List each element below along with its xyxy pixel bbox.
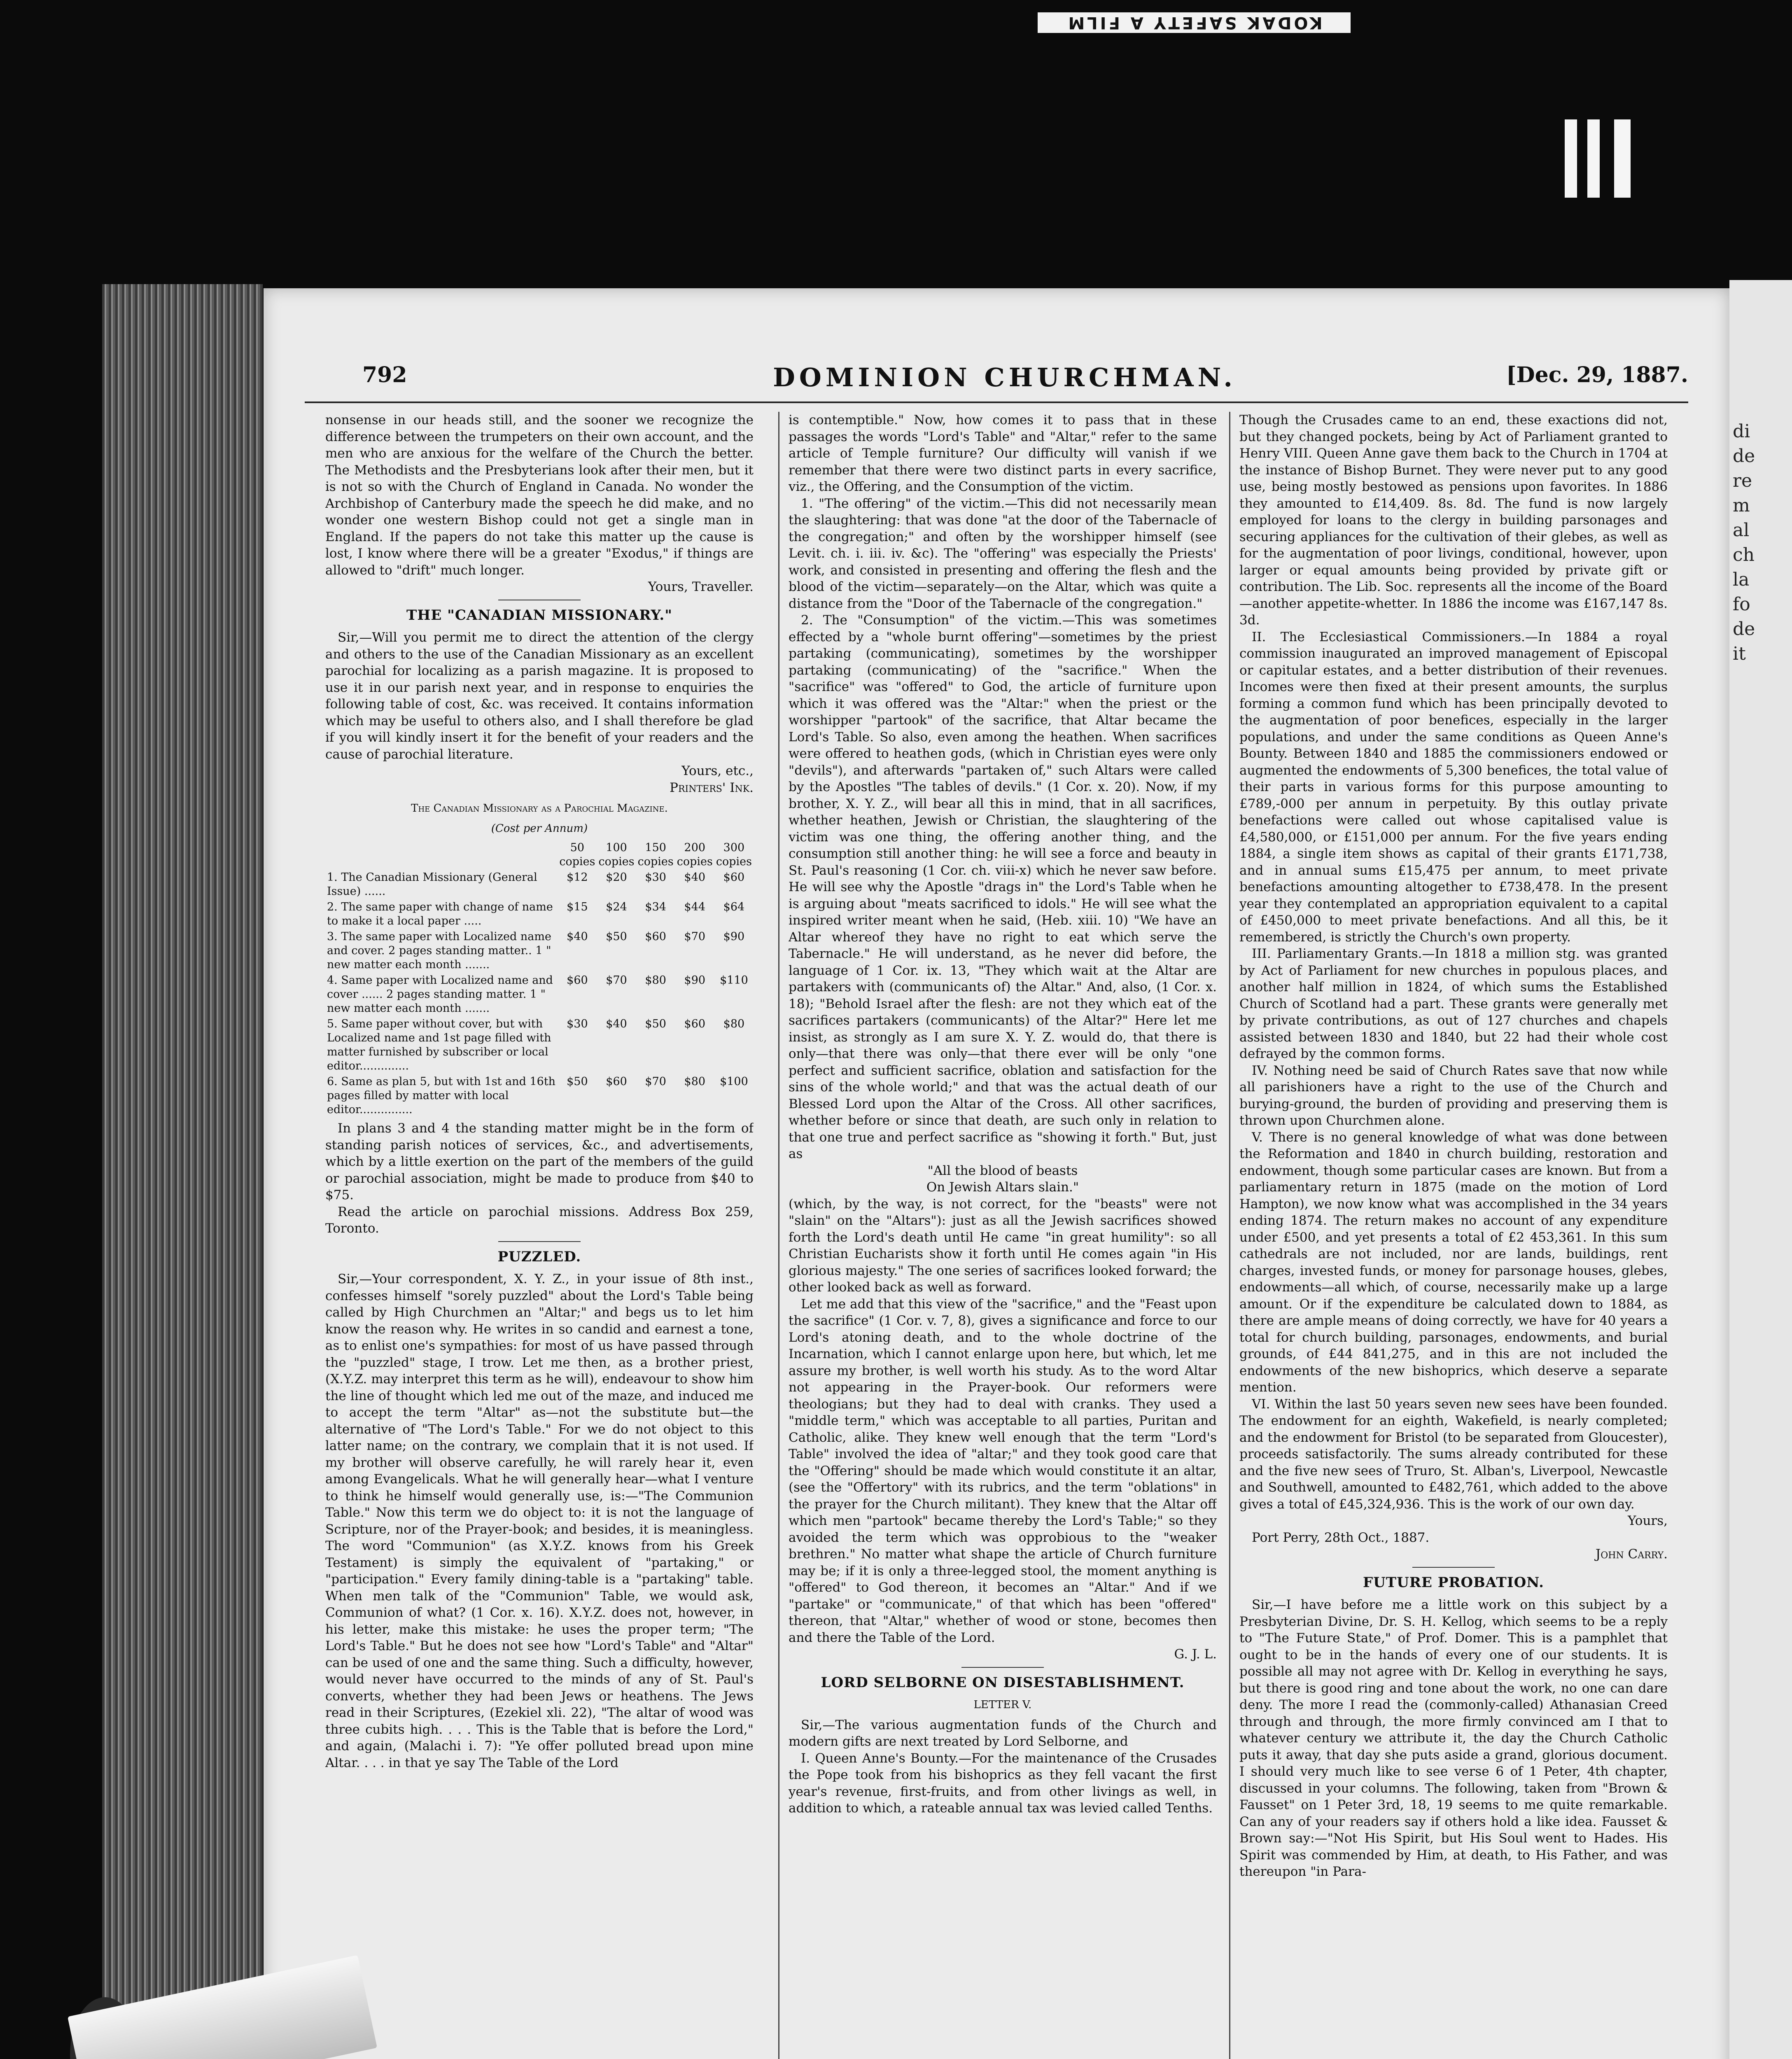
table-cell: $15: [567, 901, 588, 913]
adjacent-fragment: de: [1733, 446, 1755, 467]
paragraph: III. Parliamentary Grants.—In 1818 a million stg. was granted by Act of Parliament for new churches in populous places, and another half million in 1824, of which sums the Established Church of Scotland had a part. These grants were generally met by private contributions, as out of 127 churches and chapels assisted between 1830 and 1840, but 22 had their whole cost defrayed by the common forms.: [1239, 946, 1668, 1061]
adjacent-fragment: it: [1733, 643, 1746, 664]
adjacent-fragment: di: [1733, 421, 1750, 442]
adjacent-fragment: ch: [1733, 544, 1755, 565]
paragraph: Though the Crusades came to an end, these exactions did not, but they changed pockets, being by Act of Parliament granted to Henry VIII. Queen Anne gave them back to the Church in 1704 at the instance of Bishop Burnet. They were never put to any good use, being mostly bestowed as pensions upon favorites. In 1886 they amounted to £14,409. 8s. 8d. The fund is now largely employed for loans to the clergy in building parsonages and securing appliances for the cultivation of their glebes, as well as for the augmentation of poor livings, conditional, however, upon larger or equal amounts being provided by private gift or contribution. The Lib. Soc. represents all the income of the Board—another appetite-whetter. In 1886 the income was £167,147 8s. 3d.: [1239, 413, 1668, 628]
sprocket-bar-2: [1587, 119, 1600, 198]
table-cell: $40: [567, 930, 588, 943]
paragraph: II. The Ecclesiastical Commissioners.—In 1884 a royal commission inaugurated an improved management of Episcopal or capitular estates, and a better distribution of their revenues. Incomes were then fixed at their present amounts, the surplus forming a common fund which has been principally devoted to the augmentation of poor benefices, especially in the larger populations, and under the same conditions as Queen Anne's Bounty. Between 1840 and 1885 the commissioners endowed or augmented the endowments of 5,300 benefices, the total value of their parts in various forms for this purpose amounting to £789,-000 per annum in perpetuity. By this outlay private benefactions were called out whose capitalised value is £4,580,000, or £151,000 per annum. For the five years ending 1884, a single item shows as capital of their grants £171,738, and in annual sums £15,475 per annum, to meet private benefactions amounting altogether to £738,478. In the present year they contemplated an appropriation equivalent to a capital of £450,000 to meet private benefactions. And all this, be it remembered, is strictly the Church's own property.: [1239, 629, 1668, 945]
verse-line: On Jewish Altars slain.": [926, 1180, 1079, 1195]
adjacent-fragment: fo: [1733, 594, 1750, 615]
table-cell: $80: [645, 974, 666, 987]
table-row: [325, 899, 754, 929]
table-cell: $44: [684, 901, 706, 913]
table-cell: $60: [606, 1075, 627, 1088]
paragraph: VI. Within the last 50 years seven new sees have been founded. The endowment for an eighth, Wakefield, is nearly completed; and the endowment for Bristol (to be separated from Gloucester), proceeds satisfactorily. The sums already contributed for these and the five new sees of Truro, St. Alban's, Liverpool, Newcastle and Southwell, amounted to £482,761, which added to the above gives a total of £45,324,936. This is the work of our own day.: [1239, 1396, 1668, 1512]
signature: Yours, Traveller.: [648, 579, 754, 594]
table-cell: $30: [645, 871, 666, 884]
paragraph: In plans 3 and 4 the standing matter might be in the form of standing parish notices of services, &c., and advertisements, which by a little exertion on the part of the members of the guild or parochial association, might be made to produce from $40 to $75.: [325, 1121, 754, 1202]
masthead: DOMINION CHURCHMAN.: [773, 362, 1237, 392]
table-cell: $64: [723, 901, 745, 913]
page-header: [305, 362, 1688, 395]
paragraph: 1. "The offering" of the victim.—This did not necessarily mean the slaughtering: that was done "at the door of the Tabernacle of the congregation;" and often by the worshipper himself (see Levit. ch. i. iii. iv. &c). The "offering" was especially the Priests' work, and consisted in presenting and offering the flesh and the blood of the victim—separately—on the Altar, which was quite a distance from the "Door of the Tabernacle of the congregation.": [789, 496, 1217, 611]
paragraph: Sir,—Will you permit me to direct the attention of the clergy and others to the use of the Canadian Missionary as an excellent parochial for localizing as a parish magazine. It is proposed to use it in our parish next year, and in response to enquiries the following table of cost, &c. was received. It contains information which may be useful to others also, and I shall therefore be glad if you will kindly insert it for the benefit of your readers and the cause of parochial literature.: [325, 630, 754, 762]
table-cell: $60: [684, 1018, 706, 1030]
adjacent-fragment: re: [1733, 470, 1752, 491]
paragraph: Sir,—Your correspondent, X. Y. Z., in your issue of 8th inst., confesses himself "sorely puzzled" about the Lord's Table being called by High Churchmen an "Altar;" and begs us to let him know the reason why. He writes in so candid and earnest a tone, as to enlist one's sympathies: for most of us have passed through the "puzzled" stage, I trow. Let me then, as a brother priest, (X.Y.Z. may interpret this term as he will), endeavour to show him the line of thought which led me out of the maze, and induced me to accept the term "Altar" as—not the substitute but—the alternative of "The Lord's Table." For we do not object to this latter name; on the contrary, we complain that it is not used. If my brother will observe carefully, he will rarely hear it, even among Evangelicals. What he will generally hear—what I venture to think he himself would generally use, is:—"The Communion Table." Now this term we do object to: it is not the language of Scripture, nor of the Prayer-book; and besides, it is meaningless. The word "Communion" (as X.Y.Z. knows from his Greek Testament) is simply the equivalent of "partaking," or "participation." Every family dining-table is a "partaking" table. When men talk of the "Communion" Table, we would ask, Communion of what? (1 Cor. x. 16). X.Y.Z. does not, however, in his letter, make this mistake: he uses the proper term; "The Lord's Table." But he does not see how "Lord's Table" and "Altar" can be used of one and the same thing. Such a difficulty, however, would never have occurred to the minds of any of St. Paul's converts, whether they had been Jews or heathens. The Jews read in their Scriptures, (Ezekiel xli. 22), "The altar of wood was three cubits high. . . . This is the Table that is before the Lord," and again, (Malachi i. 7): "Ye offer polluted bread upon mine Altar. . . . in that ye say The Table of the Lord: [325, 1272, 754, 1770]
table-row: [325, 973, 754, 1016]
table-row: [325, 870, 754, 899]
table-cell: $110: [720, 974, 748, 987]
table-title: The Canadian Missionary as a Parochial Magazine.: [411, 802, 668, 815]
table-row: [325, 1016, 754, 1074]
paragraph: Read the article on parochial missions. Address Box 259, Toronto.: [325, 1204, 754, 1236]
paragraph: Sir,—The various augmentation funds of the Church and modern gifts are next treated by Lord Selborne, and: [789, 1717, 1217, 1749]
article-title: THE "CANADIAN MISSIONARY.": [406, 607, 672, 623]
book-edge: [102, 284, 263, 2059]
table-cell: $100: [720, 1075, 748, 1088]
row-label: 6. Same as plan 5, but with 1st and 16th pages filled by matter with local editor...............: [327, 1075, 556, 1116]
paragraph: 2. The "Consumption" of the victim.—This was sometimes effected by a "whole burnt offering"—sometimes by the priest partaking (communicating), sometimes by the worshipper partaking (communicating) of the "sacrifice." When the "sacrifice" was "offered" to God, the article of furniture upon which it was offered was the "Altar:" when the priest or the worshipper "partook" of the sacrifice, that Altar became the Lord's Table. So also, even among the heathen. When sacrifices were offered to heathen gods, (which in Christian eyes were only "devils"), and afterwards "partaken of," such Altars were called by the Apostles "The tables of devils." (1 Cor. x. 20). Now, if my brother, X. Y. Z., will bear all this in mind, that in all sacrifices, whether heathen, Jewish or Christian, the slaughtering of the victim was one thing, the offering another thing, and the consumption still another thing: he will see a force and beauty in St. Paul's reasoning (1 Cor. ch. viii-x) which he never saw before. He will see why the Apostle "drags in" the Lord's Table when he is arguing about "meats sacrificed to idols." He will see what the inspired writer meant when he said, (Heb. xiii. 10) "We have an Altar whereof they have no right to eat which serve the Tabernacle." He will understand, as he never did before, the language of 1 Cor. ix. 13, "They which wait at the Altar are partakers with (communicants of) the Altar." And, also, (1 Cor. x. 18); "Behold Israel after the flesh: are not they which eat of the sacrifices partakers (communicants) of the Altar?" Here let me insist, as strongly as I am sure X. Y. Z. would do, that there is only—that there was only—that there ever will be only "one perfect and sufficient sacrifice, oblation and satisfaction for the sins of the whole world;" and that was the actual death of our Blessed Lord upon the Altar of the Cross. All other sacrifices, whether before or since that death, are such only in relation to that one true and perfect sacrifice as "showing it forth." But, just as: [789, 613, 1217, 1161]
film-edge-label: KODAK SAFETY A FILM: [1038, 12, 1351, 33]
paragraph: Let me add that this view of the "sacrifice," and the "Feast upon the sacrifice" (1 Cor. v. 7, 8), gives a significance and force to our Lord's atoning death, and to the whole doctrine of the Incarnation, which I cannot enlarge upon here, but which, let me assure my brother, is well worth his study. As to the word Altar not appearing in the Prayer-book. Our reformers were theologians; but they had to deal with cranks. They used a "middle term," which was acceptable to all parties, Puritan and Catholic, alike. They knew well enough that the term "Lord's Table" involved the idea of "altar;" and they took good care that the "Offering" should be made which would constitute it an altar, (see the "Offertory" with its rubrics, and the term "oblations" in the prayer for the Church militant). They knew that the Altar off which men "partook" became thereby the Lord's Table;" so they avoided the term which was opprobious to the "weaker brethren." No matter what shape the article of Church furniture may be; if it is only a three-legged stool, the moment anything is "offered" to God thereon, it becomes an "Altar." And if we "partake" or "communicate," of that which has been "offered" thereon, that "Altar," whether of wood or stone, becomes then and there the Table of the Lord.: [789, 1296, 1217, 1645]
table-cell: $24: [606, 901, 627, 913]
table-cell: $90: [723, 930, 745, 943]
paragraph: I. Queen Anne's Bounty.—For the maintenance of the Crusades the Pope took from his bishoprics as they fell vacant the first year's revenue, first-fruits, and from other livings as well, in addition to which, a rateable annual tax was levied called Tenths.: [789, 1751, 1217, 1816]
letter-number: LETTER V.: [973, 1699, 1032, 1711]
row-label: 5. Same paper without cover, but with Localized name and 1st page filled with matter furnished by subscriber or local editor..............: [327, 1018, 551, 1072]
sprocket-bar-1: [1565, 119, 1577, 198]
paragraph: IV. Nothing need be said of Church Rates save that now while all parishioners have a right to the use of the Church and burying-ground, the burden of providing and preserving them is thrown upon Churchmen alone.: [1239, 1063, 1668, 1128]
paragraph: (which, by the way, is not correct, for the "beasts" were not "slain" on the "Altars"): just as all the Jewish sacrifices showed forth the Lord's death until He came "in great humility": so all Christian Eucharists show it forth until He comes again "in His glorious majesty." The one series of sacrifices looked forward; the other looked back as well as forward.: [789, 1196, 1217, 1295]
table-cell: $50: [645, 1018, 666, 1030]
table-cell: $80: [684, 1075, 706, 1088]
table-cell: $40: [606, 1018, 627, 1030]
article-title: LORD SELBORNE ON DISESTABLISHMENT.: [821, 1674, 1185, 1691]
column-2: [789, 412, 1217, 2059]
table-cell: $40: [684, 871, 706, 884]
signature: G. J. L.: [1174, 1647, 1217, 1662]
divider: [498, 1241, 581, 1242]
article-title: FUTURE PROBATION.: [1363, 1574, 1544, 1591]
table-header-row: [325, 840, 754, 870]
column-header: 200 copies: [677, 841, 713, 868]
adjacent-fragment: al: [1733, 520, 1750, 541]
column-divider: [1229, 412, 1230, 2059]
table-cell: $20: [606, 871, 627, 884]
signature: Yours,: [1628, 1513, 1668, 1528]
row-label: 1. The Canadian Missionary (General Issue) ......: [327, 871, 537, 898]
paragraph: nonsense in our heads still, and the sooner we recognize the difference between the trumpeters on their own account, and the men who are anxious for the welfare of the Church the better. The Methodists and the Presbyterians look after their men, but it is not so with the Church of England in Canada. No wonder the Archbishop of Canterbury made the speech he did make, and no wonder one western Bishop could not get a single man in England. If the papers do not take this matter up the cause is lost, I know where there will be a greater "Exodus," if things are allowed to "drift" much longer.: [325, 413, 754, 578]
divider: [961, 1667, 1044, 1668]
paragraph: is contemptible." Now, how comes it to pass that in these passages the words "Lord's Table" and "Altar," refer to the same article of Temple furniture? Our difficulty will vanish if we remember that there were two distinct parts in every sacrifice, viz., the Offering, and the Consumption of the victim.: [789, 413, 1217, 494]
column-header: 150 copies: [637, 841, 674, 868]
signature: Yours, etc.,: [681, 763, 754, 778]
signature: Printers' Ink.: [670, 780, 754, 795]
table-cell: $70: [645, 1075, 666, 1088]
table-cell: $60: [723, 871, 745, 884]
paragraph: Sir,—I have before me a little work on this subject by a Presbyterian Divine, Dr. S. H. Kellog, which seems to be a reply to "The Future State," of Prof. Domer. This is a pamphlet that ought to be in the hands of every one of our students. It is possible all may not agree with Dr. Kellog in everything he says, but there is good ring and tone about the work, no one can dare deny. The more I read the (commonly-called) Athanasian Creed through and through, the more firmly convinced am I that to whatever century we attribute it, the day the Church Catholic puts it away, that day she puts aside a grand, glorious document. I should very much like to see verse 6 of 1 Peter, 4th chapter, discussed in your columns. The following, taken from "Brown & Fausset" on 1 Peter 3rd, 18, 19 seems to me quite remarkable. Can any of your readers say if others hold a like idea. Fausset & Brown say:—"Not His Spirit, but His Soul went to Hades. His Spirit was commended by Him, at death, to His Father, and was thereupon "in Para-: [1239, 1597, 1668, 1879]
film-edge: [0, 0, 1792, 37]
table-cell: $50: [606, 930, 627, 943]
table-subtitle: (Cost per Annum): [491, 822, 588, 835]
header-rule: [305, 402, 1688, 403]
signature: John Carry.: [1595, 1547, 1668, 1562]
table-cell: $50: [567, 1075, 588, 1088]
table-cell: $60: [567, 974, 588, 987]
adjacent-page-edge: [1729, 280, 1792, 2059]
table-cell: $34: [645, 901, 666, 913]
column-header: 300 copies: [716, 841, 752, 868]
page-number: 792: [362, 362, 407, 388]
column-divider: [778, 412, 779, 2059]
row-label: 2. The same paper with change of name to make it a local paper .....: [327, 901, 553, 927]
rates-table: [325, 840, 754, 1118]
verse-line: "All the blood of beasts: [927, 1163, 1078, 1178]
row-label: 4. Same paper with Localized name and cover ...... 2 pages standing matter. 1 " new matter each month .......: [327, 974, 553, 1015]
column-1: [325, 412, 754, 2059]
divider: [1412, 1567, 1495, 1568]
adjacent-fragment: de: [1733, 619, 1755, 640]
sprocket-bar-3: [1614, 119, 1631, 198]
table-cell: $70: [606, 974, 627, 987]
column-header: 50 copies: [559, 841, 595, 868]
column-header: 100 copies: [598, 841, 635, 868]
adjacent-fragment: m: [1733, 495, 1750, 516]
table-cell: $12: [567, 871, 588, 884]
place-date: Port Perry, 28th Oct., 1887.: [1252, 1530, 1430, 1545]
table-row: [325, 929, 754, 973]
table-cell: $80: [723, 1018, 745, 1030]
table-cell: $70: [684, 930, 706, 943]
adjacent-fragment: la: [1733, 569, 1750, 590]
table-cell: $60: [645, 930, 666, 943]
table-cell: $30: [567, 1018, 588, 1030]
column-3: [1239, 412, 1668, 2059]
table-row: [325, 1074, 754, 1118]
article-title: PUZZLED.: [497, 1248, 581, 1265]
paragraph: V. There is no general knowledge of what was done between the Reformation and 1840 in church building, restoration and endowment, though some particular cases are known. But from a parliamentary return in 1875 (made on the motion of Lord Hampton), we now know what was accomplished in the 34 years ending 1874. The return makes no account of any expenditure under £500, and yet presents a total of £2 453,361. In this sum cathedrals are not included, nor are lands, buildings, rent charges, invested funds, or money for parsonage houses, glebes, endowments—all which, of course, necessarily make up a large amount. Or if the expenditure be calculated down to 1884, as there are ample means of doing correctly, we have for 40 years a total for church building, parsonages, endowments, and burial grounds, of £44 841,275, and in this are not included the endowments of the new bishoprics, which deserve a separate mention.: [1239, 1130, 1668, 1395]
row-label: 3. The same paper with Localized name and cover. 2 pages standing matter.. 1 " new matter each month .......: [327, 930, 551, 971]
issue-date: [Dec. 29, 1887.: [1506, 362, 1688, 388]
table-cell: $90: [684, 974, 706, 987]
